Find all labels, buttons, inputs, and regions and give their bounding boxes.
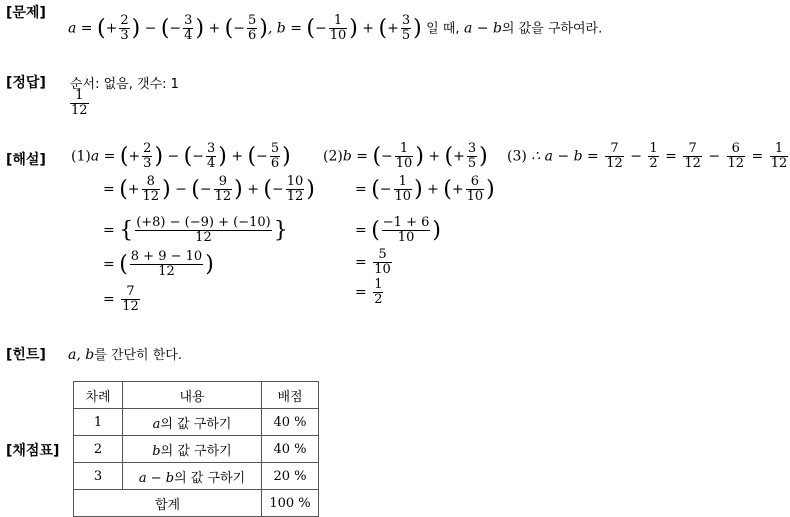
hint-tail: 를 간단히 한다. bbox=[94, 348, 182, 363]
answer-label: [정답] bbox=[6, 75, 46, 91]
total-score: 100 % bbox=[262, 490, 319, 517]
row-content-text: 의 값 구하기 bbox=[174, 470, 246, 486]
solution-2-line-1: (2)b = (− $\frac{1}{10}$ ) + (+ $\frac{3}{5}$ ) bbox=[323, 141, 488, 171]
problem-suffix: 일 때, bbox=[426, 21, 460, 37]
answer-fraction bbox=[68, 89, 91, 118]
problem-ask: 의 값을 구하여라. bbox=[501, 21, 603, 37]
solution-3-line-1: (3) ∴ a − b = $\frac{7}{12}$ − $\frac{1}{2}$ = $\frac{7}{12}$ − $\frac{6}{12}$ = $\frac{1}{12}$ bbox=[507, 141, 788, 171]
hint-text: a, b를 간단히 한다. bbox=[68, 347, 182, 363]
answer-meta: 순서: 없음, 갯수: 1 bbox=[70, 77, 179, 92]
grading-row bbox=[74, 409, 319, 436]
solution-1-line-5: = $\frac{7}{12}$ bbox=[103, 284, 139, 314]
solution-1-line-2: = (+ $\frac{8}{12}$ ) − (− $\frac{9}{12}$ ) + (− $\frac{10}{12}$ ) bbox=[103, 174, 315, 204]
solution-2-line-3: = ( $\frac{-1 + 6}{10}$ ) bbox=[355, 215, 441, 245]
row-no: 2 bbox=[74, 436, 123, 463]
grading-row bbox=[74, 463, 319, 490]
solution-3-index: (3) bbox=[507, 148, 527, 165]
grading-row bbox=[74, 436, 319, 463]
header-score: 배점 bbox=[262, 382, 319, 409]
solution-label: [해설] bbox=[6, 152, 46, 168]
solution-1-line-1: (1)a = (+ $\frac{2}{3}$ ) − (− $\frac{3}{4}$ ) + (− $\frac{5}{6}$ ) bbox=[71, 141, 291, 171]
solution-1-line-4: = ( $\frac{8 + 9 - 10}{12}$ ) bbox=[103, 249, 214, 279]
answer-denominator: 12 bbox=[71, 103, 88, 118]
header-content: 내용 bbox=[123, 382, 262, 409]
row-content: b의 값 구하기 bbox=[123, 436, 262, 463]
solution-1-index: (1) bbox=[71, 148, 91, 165]
solution-2-line-2: = (− $\frac{1}{10}$ ) + (+ $\frac{6}{10}$ ) bbox=[355, 174, 495, 204]
row-score: 40 % bbox=[262, 436, 319, 463]
grading-total-row bbox=[74, 490, 319, 517]
solution-1-line-3: = { $\frac{(+8) - (-9) + (-10)}{12}$ } bbox=[103, 215, 288, 245]
row-content: a − b의 값 구하기 bbox=[123, 463, 262, 490]
header-order: 차례 bbox=[74, 382, 123, 409]
grading-table bbox=[73, 381, 319, 517]
problem-label: [문제] bbox=[6, 5, 46, 21]
row-no: 1 bbox=[74, 409, 123, 436]
solution-2-line-5: = $\frac{1}{2}$ bbox=[355, 277, 383, 307]
row-no: 3 bbox=[74, 463, 123, 490]
problem-statement: a = (+ $\frac{2}{3}$ ) − (− $\frac{3}{4}$ ) + (− $\frac{5}{6}$ ), b = (− $\frac{1}{10}$ ) + (+ $\frac{3}{5}$ ) 일 때, a − b의 값을 구하여라. bbox=[68, 13, 603, 43]
row-content: a의 값 구하기 bbox=[123, 409, 262, 436]
row-score: 20 % bbox=[262, 463, 319, 490]
solution-2-index: (2) bbox=[323, 148, 343, 165]
row-score: 40 % bbox=[262, 409, 319, 436]
row-content-text: 의 값 구하기 bbox=[160, 416, 232, 432]
grading-header-row bbox=[74, 382, 319, 409]
answer-numerator: 1 bbox=[70, 89, 89, 104]
solution-2-line-4: = $\frac{5}{10}$ bbox=[355, 247, 391, 277]
grading-label: [채점표] bbox=[6, 443, 60, 459]
total-label: 합계 bbox=[74, 490, 262, 517]
row-content-text: 의 값 구하기 bbox=[160, 443, 232, 459]
hint-label: [힌트] bbox=[6, 347, 46, 363]
